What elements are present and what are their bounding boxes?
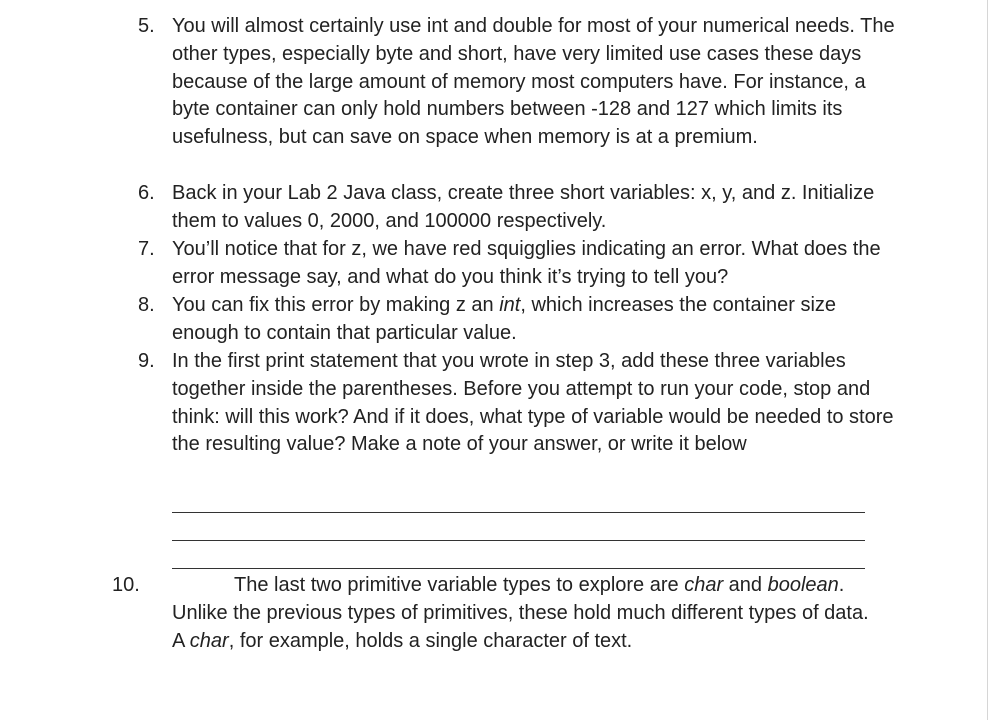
- list-number: 7.: [138, 238, 155, 260]
- list-item-7: [138, 236, 898, 292]
- list-item-9: [138, 348, 898, 459]
- list-number: 5.: [138, 15, 155, 37]
- list-item-text: You can fix this error by making z an int, which increases the container size enough to contain that particular value.: [172, 294, 837, 344]
- list-item-5: [138, 13, 898, 152]
- page-edge-divider: [987, 0, 988, 720]
- list-item-10: [112, 572, 882, 655]
- list-item-8: [138, 292, 898, 348]
- list-item-text: You’ll notice that for z, we have red squigglies indicating an error. What does the error message say, and what do you think it’s trying to tell you?: [172, 238, 881, 288]
- list-number: 6.: [138, 182, 155, 204]
- list-item-text: Back in your Lab 2 Java class, create three short variables: x, y, and z. Initialize them to values 0, 2000, and 100000 respectively.: [172, 182, 875, 232]
- list-item-text: You will almost certainly use int and double for most of your numerical needs. The other types, especially byte and short, have very limited use cases these days because of the large amount of memory most computers have. For instance, a byte container can only hold numbers between -128 and 127 which limits its usefulness, but can save on space when memory is at a premium.: [172, 15, 895, 149]
- list-item-text: In the first print statement that you wrote in step 3, add these three variables together inside the parentheses. Before you attempt to run your code, stop and think: will this work? And if it does, what type of variable would be needed to store the resulting value? Make a note of your answer, or write it below: [172, 350, 894, 456]
- list-number: 8.: [138, 294, 155, 316]
- answer-line-3[interactable]: [172, 568, 865, 569]
- list-item-text: 10. The last two primitive variable types to explore are char and boolean. Unlike the previous types of primitives, these hold much different types of data. A char, for example, holds a single character of text.: [112, 574, 869, 652]
- answer-line-2[interactable]: [172, 540, 865, 541]
- answer-line-1[interactable]: [172, 512, 865, 513]
- list-number: 10.: [112, 574, 140, 596]
- list-number: 9.: [138, 350, 155, 372]
- list-item-6: [138, 180, 898, 236]
